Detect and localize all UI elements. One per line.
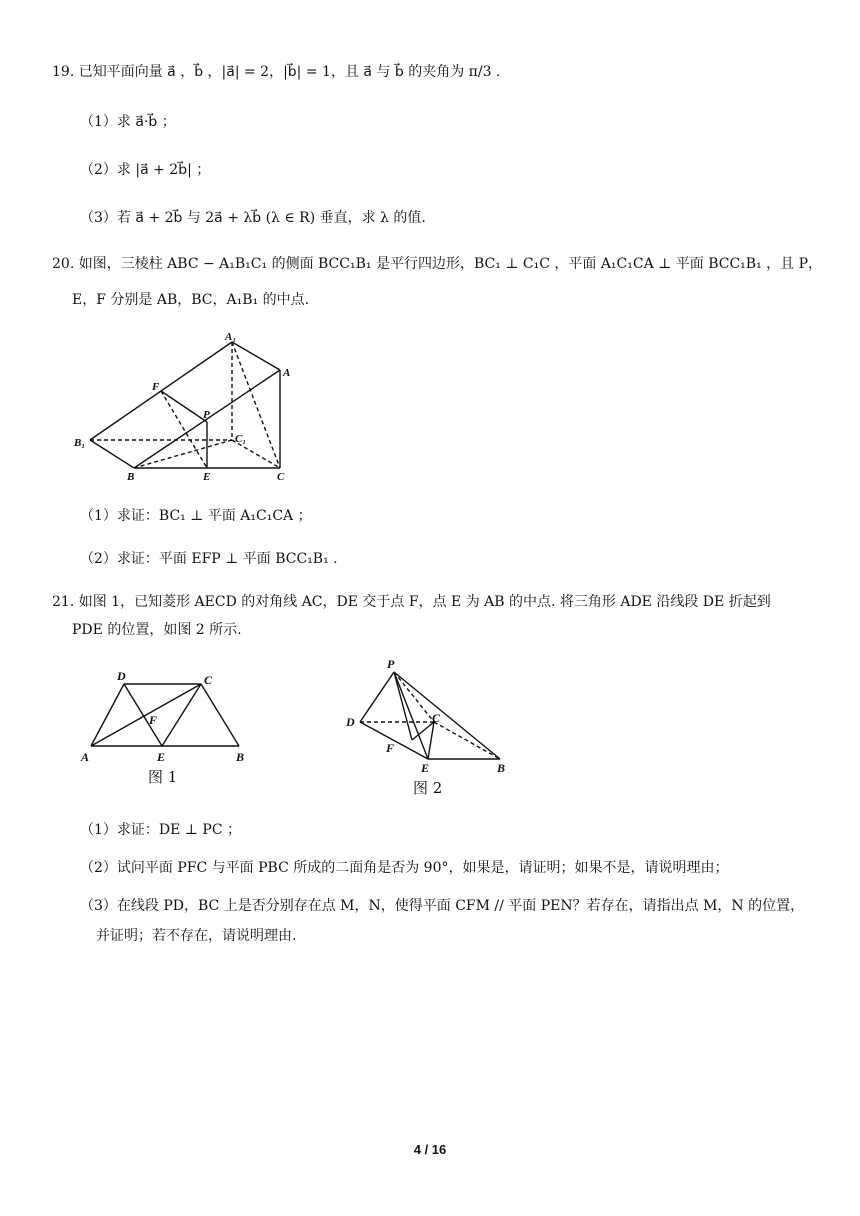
q21-part2: （2）试问平面 PFC 与平面 PBC 所成的二面角是否为 90°，如果是，请证明；如果不是，请说明理由； <box>80 860 729 876</box>
fig1-label-d: D <box>117 669 126 683</box>
q21-stem-line1: 21. 如图 1，已知菱形 AECD 的对角线 AC，DE 交于点 F，点 E 为 AB 的中点. 将三角形 ADE 沿线段 DE 折起到 <box>52 594 771 610</box>
page-number: 4 / 16 <box>413 1142 447 1157</box>
fig20-label-a: A <box>283 367 291 379</box>
fig20-label-e: E <box>203 471 211 482</box>
q20-prism-figure <box>70 330 310 482</box>
fig20-label-a1: A₁ <box>225 331 237 343</box>
q21-figure2-folded <box>340 654 520 776</box>
fig2-label-d: D <box>346 715 355 729</box>
fig2-label-p: P <box>387 657 395 671</box>
fig1-label-a: A <box>81 750 90 764</box>
q21-part3-line1: （3）在线段 PD，BC 上是否分别存在点 M，N，使得平面 CFM // 平面 PEN？若存在，请指出点 M，N 的位置， <box>80 898 805 914</box>
fig2-label-f: F <box>386 741 395 755</box>
fig2-label-b: B <box>497 761 506 775</box>
q19-stem: 19. 已知平面向量 a⃗ ，b⃗ ，|a⃗| = 2，|b⃗| = 1，且 a⃗ 与 b⃗ 的夹角为 π/3 . <box>52 64 501 80</box>
q20-part2: （2）求证：平面 EFP ⊥ 平面 BCC₁B₁ . <box>80 551 338 567</box>
q19-part1: （1）求 a⃗·b⃗ ； <box>80 114 176 130</box>
q20-stem-line2: E，F 分别是 AB，BC，A₁B₁ 的中点. <box>72 292 310 308</box>
q21-part3-line2: 并证明；若不存在，请说明理由. <box>96 928 297 944</box>
q20-stem-line1: 20. 如图，三棱柱 ABC − A₁B₁C₁ 的侧面 BCC₁B₁ 是平行四边形，BC₁ ⊥ C₁C ，平面 A₁C₁CA ⊥ 平面 BCC₁B₁ ，且 P， <box>52 256 823 272</box>
q19-part3: （3）若 a⃗ + 2b⃗ 与 2a⃗ + λb⃗ (λ ∈ R) 垂直，求 λ 的值. <box>80 210 426 226</box>
fig20-label-f: F <box>152 381 160 393</box>
fig20-label-c: C <box>277 471 285 482</box>
fig2-label-c: C <box>432 711 441 725</box>
fig20-label-b1: B₁ <box>74 437 86 449</box>
fig20-label-c1: C₁ <box>235 433 247 445</box>
fig1-label-b: B <box>236 750 245 764</box>
fig1-label-c: C <box>204 673 213 687</box>
q21-part1: （1）求证：DE ⊥ PC ； <box>80 822 241 838</box>
fig2-label-e: E <box>421 761 430 775</box>
q21-figure1-rhombus <box>75 664 255 768</box>
q19-part2: （2）求 |a⃗ + 2b⃗| ； <box>80 162 211 178</box>
q20-part1: （1）求证：BC₁ ⊥ 平面 A₁C₁CA ； <box>80 508 312 524</box>
fig1-label-f: F <box>149 713 158 727</box>
q21-figure2-caption: 图 2 <box>413 779 443 797</box>
fig20-label-p: P <box>203 409 210 421</box>
fig20-label-b: B <box>127 471 135 482</box>
q21-figure1-caption: 图 1 <box>148 768 178 786</box>
fig1-label-e: E <box>157 750 166 764</box>
q21-stem-line2: PDE 的位置，如图 2 所示. <box>72 622 242 638</box>
